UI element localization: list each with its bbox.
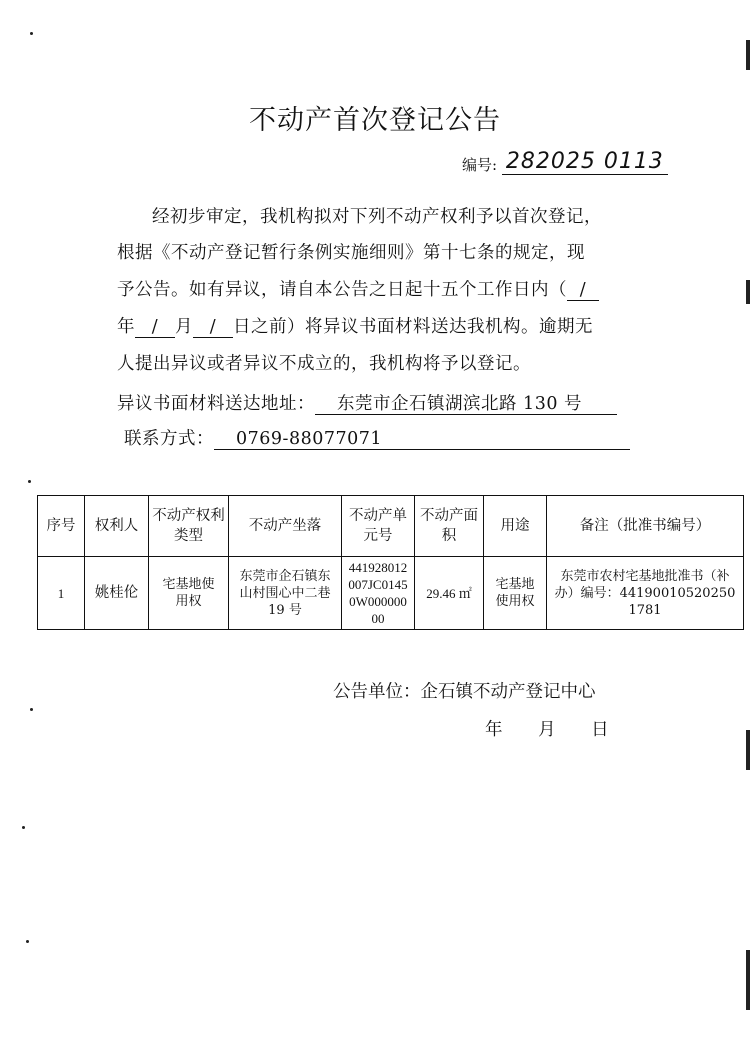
header-area: 不动产面积 xyxy=(415,496,484,557)
body-line-3-text: 予公告。如有异议，请自本公告之日起十五个工作日内（ xyxy=(117,280,567,300)
header-index: 序号 xyxy=(38,496,85,557)
page-title: 不动产首次登记公告 xyxy=(249,105,501,136)
day-tail: 日之前）将异议书面材料送达我机构。逾期无 xyxy=(233,317,593,337)
registration-table xyxy=(37,495,744,630)
scan-speck xyxy=(30,708,33,711)
month-char: 月 xyxy=(175,317,193,337)
date-year: 年 xyxy=(485,720,503,740)
header-right-type: 不动产权利类型 xyxy=(149,496,229,557)
address-label: 异议书面材料送达地址： xyxy=(117,394,315,414)
cell-location: 东莞市企石镇东山村围心中二巷 19 号 xyxy=(229,557,342,630)
cell-unit-no: 441928012007JC01450W00000000 xyxy=(342,557,415,630)
serial-label: 编号: xyxy=(462,156,498,174)
body-line-4 xyxy=(117,313,593,338)
serial-number xyxy=(462,150,668,175)
scan-edge-mark xyxy=(746,730,750,770)
issue-date xyxy=(485,716,609,741)
cell-remark: 东莞市农村宅基地批准书（补办）编号：441900105202501781 xyxy=(547,557,744,630)
address-line xyxy=(117,390,617,415)
scan-speck xyxy=(30,32,33,35)
blank-day-slash: / xyxy=(193,317,233,338)
header-unit-no: 不动产单元号 xyxy=(342,496,415,557)
header-usage: 用途 xyxy=(484,496,547,557)
cell-right-type: 宅基地使用权 xyxy=(149,557,229,630)
body-line-5: 人提出异议或者异议不成立的，我机构将予以登记。 xyxy=(117,354,531,374)
scan-edge-mark xyxy=(746,950,750,1010)
scan-edge-mark xyxy=(746,40,750,70)
serial-value: 282025 0113 xyxy=(502,150,668,175)
cell-index: 1 xyxy=(38,557,85,630)
body-line-2: 根据《不动产登记暂行条例实施细则》第十七条的规定，现 xyxy=(117,243,585,263)
body-line-1: 经初步审定，我机构拟对下列不动产权利予以首次登记， xyxy=(152,207,602,227)
cell-usage: 宅基地使用权 xyxy=(484,557,547,630)
scan-edge-mark xyxy=(746,280,750,304)
scan-speck xyxy=(28,480,31,483)
scan-speck xyxy=(26,940,29,943)
address-value: 东莞市企石镇湖滨北路 130 号 xyxy=(315,394,617,415)
table-header-row xyxy=(38,496,744,557)
header-owner: 权利人 xyxy=(85,496,149,557)
body-line-3 xyxy=(117,276,599,301)
date-month: 月 xyxy=(538,720,556,740)
year-char: 年 xyxy=(117,317,135,337)
cell-area: 29.46 ㎡ xyxy=(415,557,484,630)
contact-value: 0769-88077071 xyxy=(214,429,630,450)
blank-start-slash: / xyxy=(567,280,599,301)
scan-speck xyxy=(22,826,25,829)
table-row xyxy=(38,557,744,630)
header-location: 不动产坐落 xyxy=(229,496,342,557)
date-day: 日 xyxy=(591,720,609,740)
contact-line xyxy=(124,425,630,450)
header-remark: 备注（批准书编号） xyxy=(547,496,744,557)
contact-label: 联系方式： xyxy=(124,429,214,449)
cell-owner: 姚桂伦 xyxy=(85,557,149,630)
blank-month-slash: / xyxy=(135,317,175,338)
issuing-unit: 公告单位：企石镇不动产登记中心 xyxy=(333,682,596,702)
